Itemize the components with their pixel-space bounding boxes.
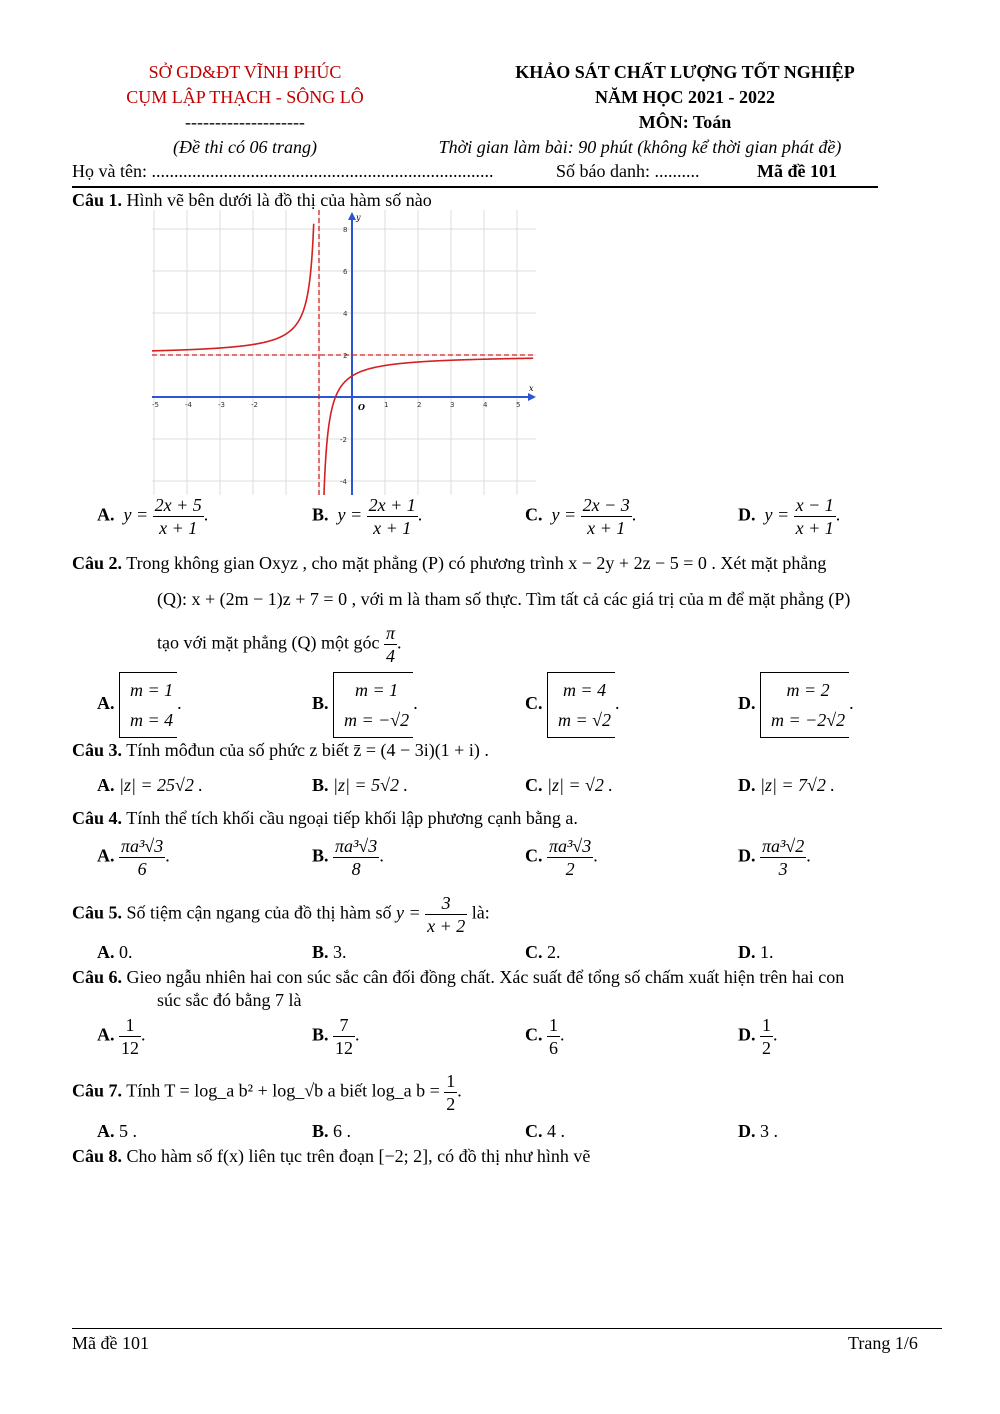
q5-option-c[interactable]: C. 2. <box>525 942 561 962</box>
y-axis-label: y <box>356 213 361 222</box>
curve-right-branch <box>324 358 533 495</box>
school-cluster: CỤM LẬP THẠCH - SÔNG LÔ <box>126 87 364 107</box>
header-rule <box>72 186 878 188</box>
page-count-note: (Đề thi có 06 trang) <box>173 137 317 157</box>
x-axis-arrow-icon <box>528 393 536 401</box>
x-tick: -3 <box>218 401 225 409</box>
name-field: Họ và tên: ............................................................................ <box>72 161 494 181</box>
question-1-label: Câu 1. <box>72 190 123 210</box>
question-4-text: Tính thể tích khối cầu ngoại tiếp khối lập phương cạnh bằng a. <box>126 808 578 828</box>
x-tick: 4 <box>483 401 488 409</box>
footer-rule <box>72 1328 942 1329</box>
q2-option-b[interactable]: B. m = 1 m = −√2 . <box>312 672 418 738</box>
q3-option-b[interactable]: B. |z| = 5√2 . <box>312 775 408 795</box>
question-3-label: Câu 3. <box>72 740 123 760</box>
q1-option-b[interactable]: B. y = $\frac{2x + 1}{x + 1}$ . <box>312 495 423 538</box>
q3-option-c[interactable]: C. |z| = √2 . <box>525 775 613 795</box>
function-graph <box>152 210 536 495</box>
school-year: NĂM HỌC 2021 - 2022 <box>595 87 775 107</box>
x-tick: -2 <box>251 401 258 409</box>
question-3-text: Tính môđun của số phức z biết z̄ = (4 − 3i)(1 + i) . <box>126 740 489 760</box>
y-tick: 8 <box>343 226 348 234</box>
student-id-field: Số báo danh: .......... <box>556 161 700 181</box>
q2-option-a[interactable]: A. m = 1 m = 4 . <box>97 672 182 738</box>
question-8-label: Câu 8. <box>72 1146 123 1166</box>
q6-option-d[interactable]: D. $\frac{1}{2}$ . <box>738 1015 778 1058</box>
q1-option-a[interactable]: A. y = $\frac{2x + 5}{x + 1}$ . <box>97 495 209 538</box>
question-6-line2: súc sắc đó bằng 7 là <box>157 990 302 1010</box>
question-5-label: Câu 5. <box>72 902 123 923</box>
y-tick: 4 <box>343 310 348 318</box>
y-tick: 6 <box>343 268 348 276</box>
q4-option-a[interactable]: A. $\frac{\text{πa³√3}}{6}$ . <box>97 836 170 879</box>
question-2-label: Câu 2. <box>72 553 123 573</box>
q4-option-b[interactable]: B. $\frac{\text{πa³√3}}{8}$ . <box>312 836 384 879</box>
question-4-label: Câu 4. <box>72 808 123 828</box>
question-6-label: Câu 6. <box>72 967 123 987</box>
q3-option-d[interactable]: D. |z| = 7√2 . <box>738 775 835 795</box>
q2-option-c[interactable]: C. m = 4 m = √2 . <box>525 672 620 738</box>
q7-option-c[interactable]: C. 4 . <box>525 1121 565 1141</box>
x-tick: 5 <box>516 401 521 409</box>
question-2-line2: (Q): x + (2m − 1)z + 7 = 0 , với m là tham số thực. Tìm tất cả các giá trị của m để mặt phẳng (P) <box>157 589 851 609</box>
y-tick: -4 <box>340 478 347 486</box>
q1-option-c[interactable]: C. y = $\frac{2x - 3}{x + 1}$ . <box>525 495 637 538</box>
question-7: Câu 7. Tính T = log_a b² + log_√b a biết log_a b = $\frac{1}{2}$ . <box>72 1071 462 1114</box>
question-8-text: Cho hàm số f(x) liên tục trên đoạn [−2; 2], có đồ thị như hình vẽ <box>126 1146 591 1166</box>
q3-option-a[interactable]: A. |z| = 25√2 . <box>97 775 203 795</box>
q6-option-b[interactable]: B. $\frac{7}{12}$ . <box>312 1015 360 1058</box>
y-tick: -2 <box>340 436 347 444</box>
header-separator: -------------------- <box>185 112 305 132</box>
question-2-line3: tạo với mặt phẳng (Q) một góc $\frac{\pi}{4}$ . <box>157 623 402 666</box>
q6-option-a[interactable]: A. $\frac{1}{12}$ . <box>97 1015 146 1058</box>
exam-title: KHẢO SÁT CHẤT LƯỢNG TỐT NGHIỆP <box>515 62 855 82</box>
q5-option-d[interactable]: D. 1. <box>738 942 774 962</box>
y-tick: 2 <box>343 352 348 360</box>
y-axis-arrow-icon <box>348 212 356 220</box>
q7-option-d[interactable]: D. 3 . <box>738 1121 778 1141</box>
question-1-text: Hình vẽ bên dưới là đồ thị của hàm số nào <box>126 190 432 210</box>
question-6-line1: Gieo ngẫu nhiên hai con súc sắc cân đối đồng chất. Xác suất để tổng số chấm xuất hiện trên hai con <box>126 967 845 987</box>
origin-label: O <box>358 402 365 412</box>
footer-exam-code: Mã đề 101 <box>72 1333 149 1353</box>
x-tick: 2 <box>417 401 422 409</box>
x-tick: 3 <box>450 401 455 409</box>
school-department: SỞ GD&ĐT VĨNH PHÚC <box>148 62 342 82</box>
curve-left-branch <box>152 224 314 351</box>
x-tick: 1 <box>384 401 389 409</box>
q4-option-c[interactable]: C. $\frac{\text{πa³√3}}{2}$ . <box>525 836 598 879</box>
x-tick: -4 <box>185 401 192 409</box>
q6-option-c[interactable]: C. $\frac{1}{6}$ . <box>525 1015 565 1058</box>
exam-code: Mã đề 101 <box>757 161 837 181</box>
time-note: Thời gian làm bài: 90 phút (không kể thời gian phát đề) <box>438 137 842 157</box>
question-4 <box>72 808 578 829</box>
question-3 <box>72 740 489 761</box>
question-5-text: Số tiệm cận ngang của đồ thị hàm số <box>126 902 392 923</box>
q7-option-a[interactable]: A. 5 . <box>97 1121 137 1141</box>
q2-option-d[interactable]: D. m = 2 m = −2√2 . <box>738 672 854 738</box>
question-2-line1: Trong không gian Oxyz , cho mặt phẳng (P) có phương trình x − 2y + 2z − 5 = 0 . Xét mặt phẳng <box>126 553 827 573</box>
question-7-text: Tính T = log_a b² + log_√b a biết log_a b = <box>126 1080 440 1101</box>
q5-option-a[interactable]: A. 0. <box>97 942 133 962</box>
question-7-label: Câu 7. <box>72 1080 123 1101</box>
q5-option-b[interactable]: B. 3. <box>312 942 347 962</box>
question-8 <box>72 1146 590 1167</box>
q4-option-d[interactable]: D. $\frac{\text{πa³√2}}{3}$ . <box>738 836 811 879</box>
x-tick: -5 <box>152 401 159 409</box>
x-axis-label: x <box>529 384 534 393</box>
question-6 <box>72 967 844 988</box>
question-1 <box>72 190 432 211</box>
question-5: Câu 5. Số tiệm cận ngang của đồ thị hàm số y = $\frac{3}{x + 2}$ là: <box>72 893 490 936</box>
question-2 <box>72 553 826 574</box>
subject: MÔN: Toán <box>638 112 732 132</box>
q1-option-d[interactable]: D. y = $\frac{x - 1}{x + 1}$ . <box>738 495 841 538</box>
page-number: Trang 1/6 <box>848 1333 918 1353</box>
q7-option-b[interactable]: B. 6 . <box>312 1121 352 1141</box>
